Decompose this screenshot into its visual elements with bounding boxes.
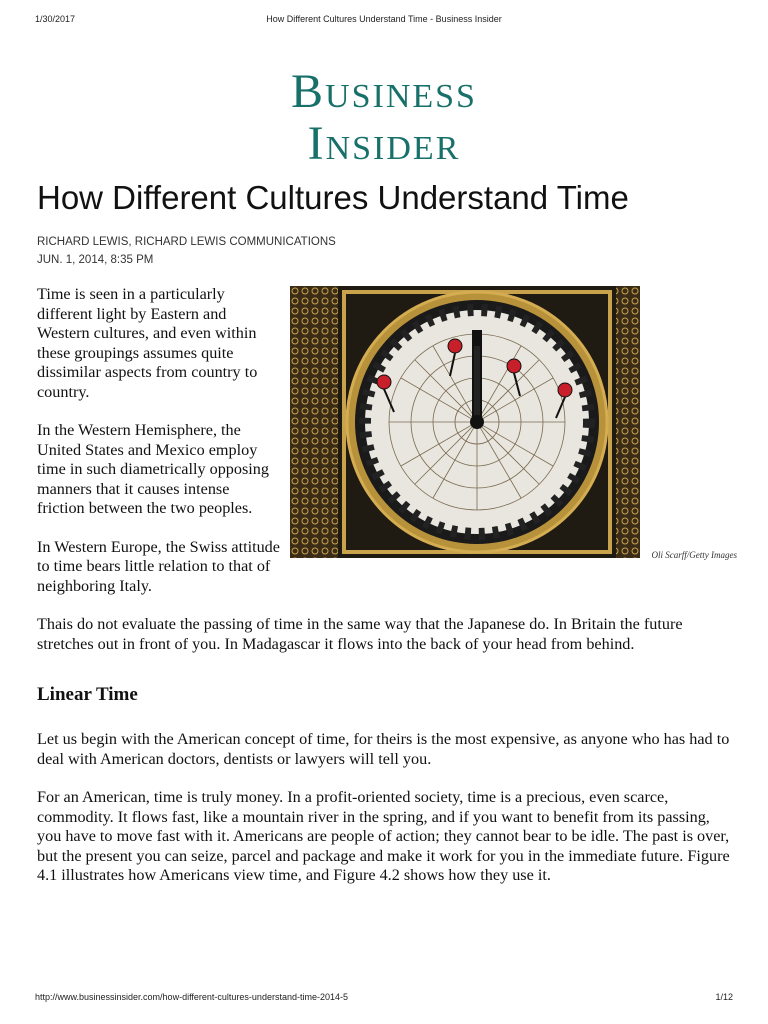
article-title: How Different Cultures Understand Time: [37, 179, 629, 216]
print-url: http://www.businessinsider.com/how-different-cultures-understand-time-2014-5: [35, 992, 348, 1002]
page-number: 1/12: [715, 992, 733, 1002]
print-date: 1/30/2017: [35, 14, 76, 24]
print-footer: [0, 992, 768, 1006]
section-paragraph-2: For an American, time is truly money. In a profit-oriented society, time is a precious, even scarce, commodity. It flows fast, like a mountain river in the spring, and if you want to benefit from its passing, you have to move fast with it. Americans are people of action; they cannot bear to be idle. The past is over, but the present you can seize, parcel and package and make it work for you in the immediate future. Figure 4.1 illustrates how Americans view time, and Figure 4.2 shows how they use it.: [37, 788, 730, 884]
clock-face-illustration: [290, 286, 640, 558]
section-heading: Linear Time: [37, 684, 138, 705]
logo-line-1: Business: [291, 65, 477, 118]
article-figure: [290, 286, 737, 594]
paragraph-1: Time is seen in a particularly different light by Eastern and Western cultures, and even within these groupings assumes quite dissimilar aspects from country to country.: [37, 285, 258, 401]
print-page-title: How Different Cultures Understand Time - Business Insider: [266, 14, 502, 24]
article-body: [37, 285, 735, 905]
paragraph-4: Thais do not evaluate the passing of time in the same way that the Japanese do. In Britain the future stretches out in front of you. In Madagascar it flows into the back of your head from behind.: [37, 615, 683, 653]
paragraph-3: In Western Europe, the Swiss attitude to time bears little relation to that of neighboring Italy.: [37, 537, 280, 595]
business-insider-logo[interactable]: [0, 66, 768, 170]
paragraph-2: In the Western Hemisphere, the United States and Mexico employ time in such diametrically opposing manners that it causes intense friction between the two peoples.: [37, 421, 269, 517]
author-link[interactable]: RICHARD LEWIS, RICHARD LEWIS COMMUNICATIONS: [37, 236, 336, 248]
section-paragraph-1: Let us begin with the American concept of time, for theirs is the most expensive, as anyone who has had to deal with American doctors, dentists or lawyers will tell you.: [37, 730, 730, 768]
big-ben-clock-photo: [290, 286, 640, 558]
image-credit: Oli Scarff/Getty Images: [651, 550, 737, 560]
byline: [37, 233, 336, 269]
publish-date: JUN. 1, 2014, 8:35 PM: [37, 254, 154, 266]
logo-line-2: Insider: [307, 117, 461, 170]
print-header: [0, 14, 768, 28]
